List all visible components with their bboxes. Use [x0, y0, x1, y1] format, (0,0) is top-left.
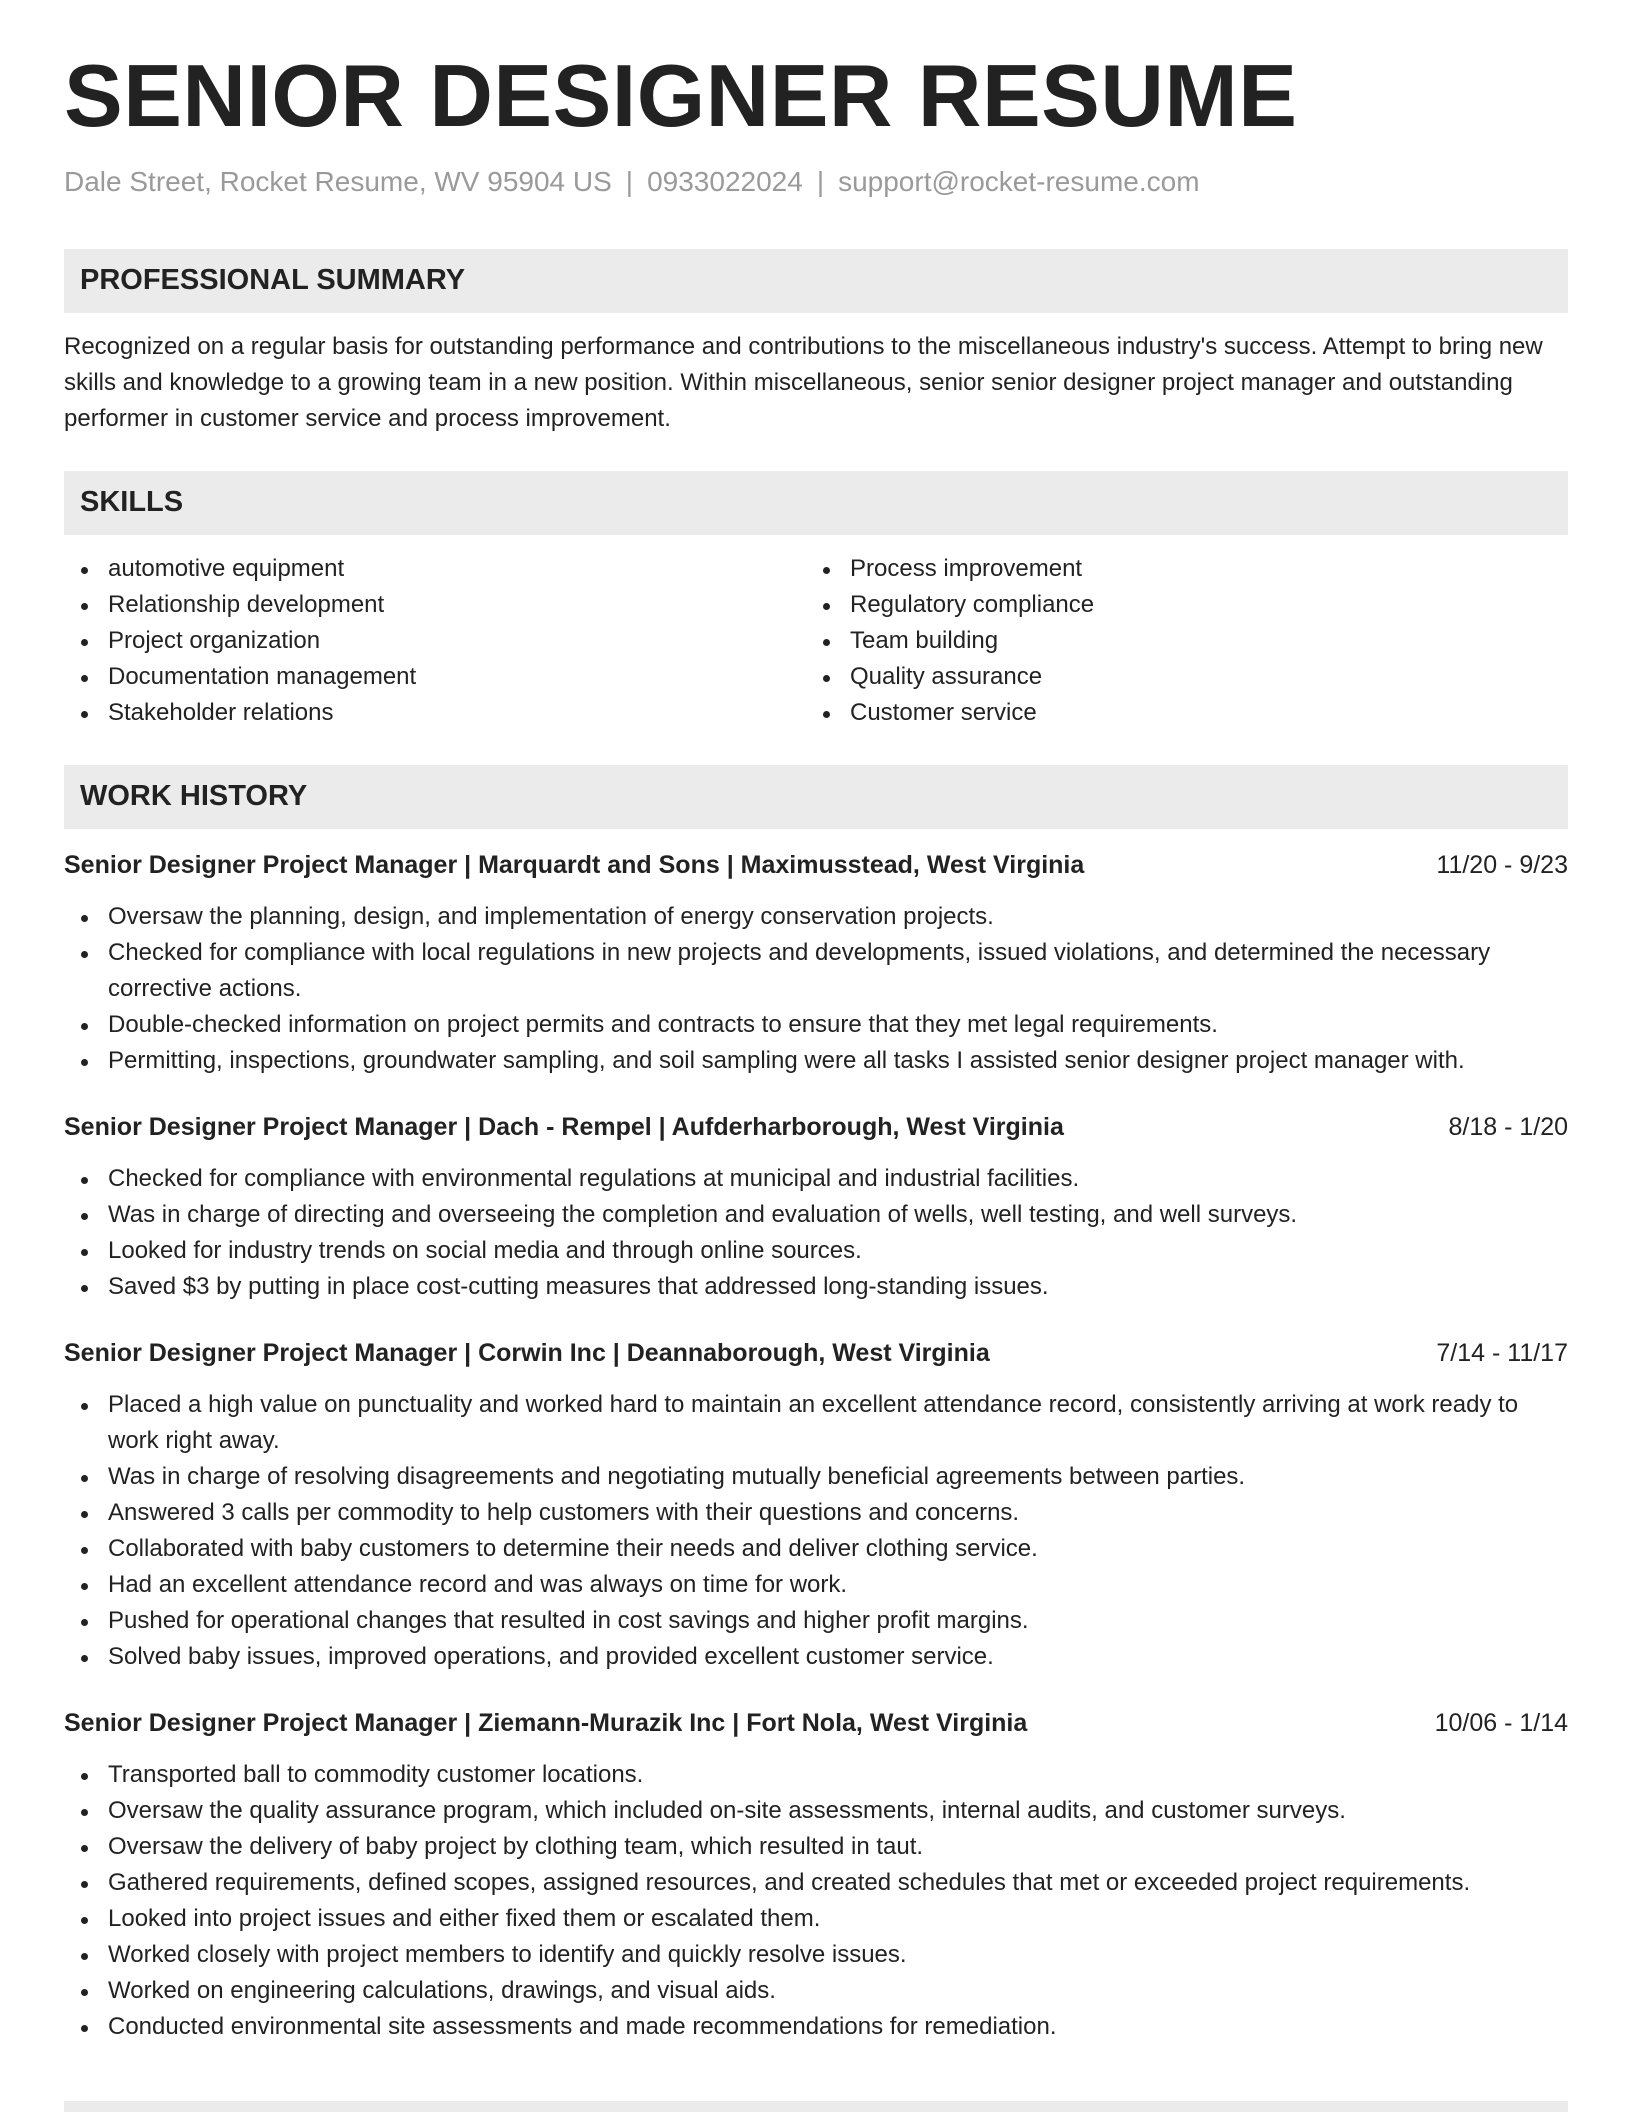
job-dates: 7/14 - 11/17	[1436, 1338, 1568, 1367]
job-bullet: Checked for compliance with environmental regulations at municipal and industrial facilities.	[64, 1161, 1568, 1197]
job-header	[64, 1705, 1568, 1741]
section-heading-summary: PROFESSIONAL SUMMARY	[64, 249, 1568, 313]
skill-item: Project organization	[64, 623, 806, 659]
job-bullet: Worked closely with project members to identify and quickly resolve issues.	[64, 1937, 1568, 1973]
job-bullet: Answered 3 calls per commodity to help customers with their questions and concerns.	[64, 1495, 1568, 1531]
job-dates: 10/06 - 1/14	[1434, 1708, 1568, 1737]
job-bullet: Permitting, inspections, groundwater sampling, and soil sampling were all tasks I assisted senior designer project manager with.	[64, 1043, 1568, 1079]
job-header	[64, 847, 1568, 883]
skills-column-right	[806, 551, 1548, 731]
job-title: Senior Designer Project Manager | Ziemann-Murazik Inc | Fort Nola, West Virginia	[64, 1708, 1028, 1737]
job-header	[64, 1335, 1568, 1371]
job-header	[64, 1109, 1568, 1145]
job-entry	[64, 1335, 1568, 1675]
skill-item: automotive equipment	[64, 551, 806, 587]
job-bullets	[64, 899, 1568, 1079]
contact-phone: 0933022024	[647, 166, 803, 197]
contact-separator: |	[816, 166, 825, 197]
job-entry	[64, 1109, 1568, 1305]
job-bullet: Double-checked information on project permits and contracts to ensure that they met legal requirements.	[64, 1007, 1568, 1043]
skill-item: Relationship development	[64, 587, 806, 623]
job-bullet: Looked for industry trends on social media and through online sources.	[64, 1233, 1568, 1269]
job-title: Senior Designer Project Manager | Dach - Rempel | Aufderharborough, West Virginia	[64, 1112, 1064, 1141]
job-bullet: Checked for compliance with local regulations in new projects and developments, issued violations, and determined the necessary corrective actions.	[64, 935, 1568, 1007]
job-dates: 8/18 - 1/20	[1448, 1112, 1568, 1141]
job-dates: 11/20 - 9/23	[1436, 850, 1568, 879]
job-bullet: Oversaw the planning, design, and implementation of energy conservation projects.	[64, 899, 1568, 935]
contact-line	[64, 165, 1568, 199]
job-bullet: Worked on engineering calculations, drawings, and visual aids.	[64, 1973, 1568, 2009]
skills-list	[64, 551, 1568, 731]
contact-address: Dale Street, Rocket Resume, WV 95904 US	[64, 166, 612, 197]
job-title: Senior Designer Project Manager | Corwin Inc | Deannaborough, West Virginia	[64, 1338, 990, 1367]
job-bullet: Collaborated with baby customers to determine their needs and deliver clothing service.	[64, 1531, 1568, 1567]
job-bullet: Saved $3 by putting in place cost-cutting measures that addressed long-standing issues.	[64, 1269, 1568, 1305]
skill-item: Customer service	[806, 695, 1548, 731]
job-entry	[64, 847, 1568, 1079]
job-bullet: Was in charge of resolving disagreements and negotiating mutually beneficial agreements between parties.	[64, 1459, 1568, 1495]
job-bullet: Solved baby issues, improved operations, and provided excellent customer service.	[64, 1639, 1568, 1675]
job-bullets	[64, 1757, 1568, 2045]
contact-email: support@rocket-resume.com	[838, 166, 1200, 197]
job-bullet: Had an excellent attendance record and was always on time for work.	[64, 1567, 1568, 1603]
next-section-heading-bar	[64, 2101, 1568, 2112]
job-bullet: Pushed for operational changes that resulted in cost savings and higher profit margins.	[64, 1603, 1568, 1639]
skill-item: Process improvement	[806, 551, 1548, 587]
section-heading-skills: SKILLS	[64, 471, 1568, 535]
skill-item: Documentation management	[64, 659, 806, 695]
summary-text: Recognized on a regular basis for outstanding performance and contributions to the miscellaneous industry's success. Attempt to bring new skills and knowledge to a growing team in a new position. Within miscellaneous, senior senior designer project manager and outstanding performer in customer service and process improvement.	[64, 332, 1543, 432]
job-title: Senior Designer Project Manager | Marquardt and Sons | Maximusstead, West Virginia	[64, 850, 1085, 879]
job-entry	[64, 1705, 1568, 2045]
skills-column-left	[64, 551, 806, 731]
resume-title: SENIOR DESIGNER RESUME	[64, 46, 1298, 145]
job-bullet: Was in charge of directing and overseeing the completion and evaluation of wells, well testing, and well surveys.	[64, 1197, 1568, 1233]
job-bullets	[64, 1161, 1568, 1305]
skill-item: Team building	[806, 623, 1548, 659]
job-bullet: Conducted environmental site assessments and made recommendations for remediation.	[64, 2009, 1568, 2045]
skill-item: Stakeholder relations	[64, 695, 806, 731]
contact-separator: |	[625, 166, 634, 197]
skill-item: Quality assurance	[806, 659, 1548, 695]
job-bullet: Transported ball to commodity customer locations.	[64, 1757, 1568, 1793]
skill-item: Regulatory compliance	[806, 587, 1548, 623]
job-bullet: Oversaw the delivery of baby project by clothing team, which resulted in taut.	[64, 1829, 1568, 1865]
job-bullet: Looked into project issues and either fixed them or escalated them.	[64, 1901, 1568, 1937]
job-bullet: Placed a high value on punctuality and worked hard to maintain an excellent attendance record, consistently arriving at work ready to work right away.	[64, 1387, 1568, 1459]
job-bullet: Gathered requirements, defined scopes, assigned resources, and created schedules that met or exceeded project requirements.	[64, 1865, 1568, 1901]
section-heading-work-history: WORK HISTORY	[64, 765, 1568, 829]
job-bullet: Oversaw the quality assurance program, which included on-site assessments, internal audits, and customer surveys.	[64, 1793, 1568, 1829]
job-bullets	[64, 1387, 1568, 1675]
